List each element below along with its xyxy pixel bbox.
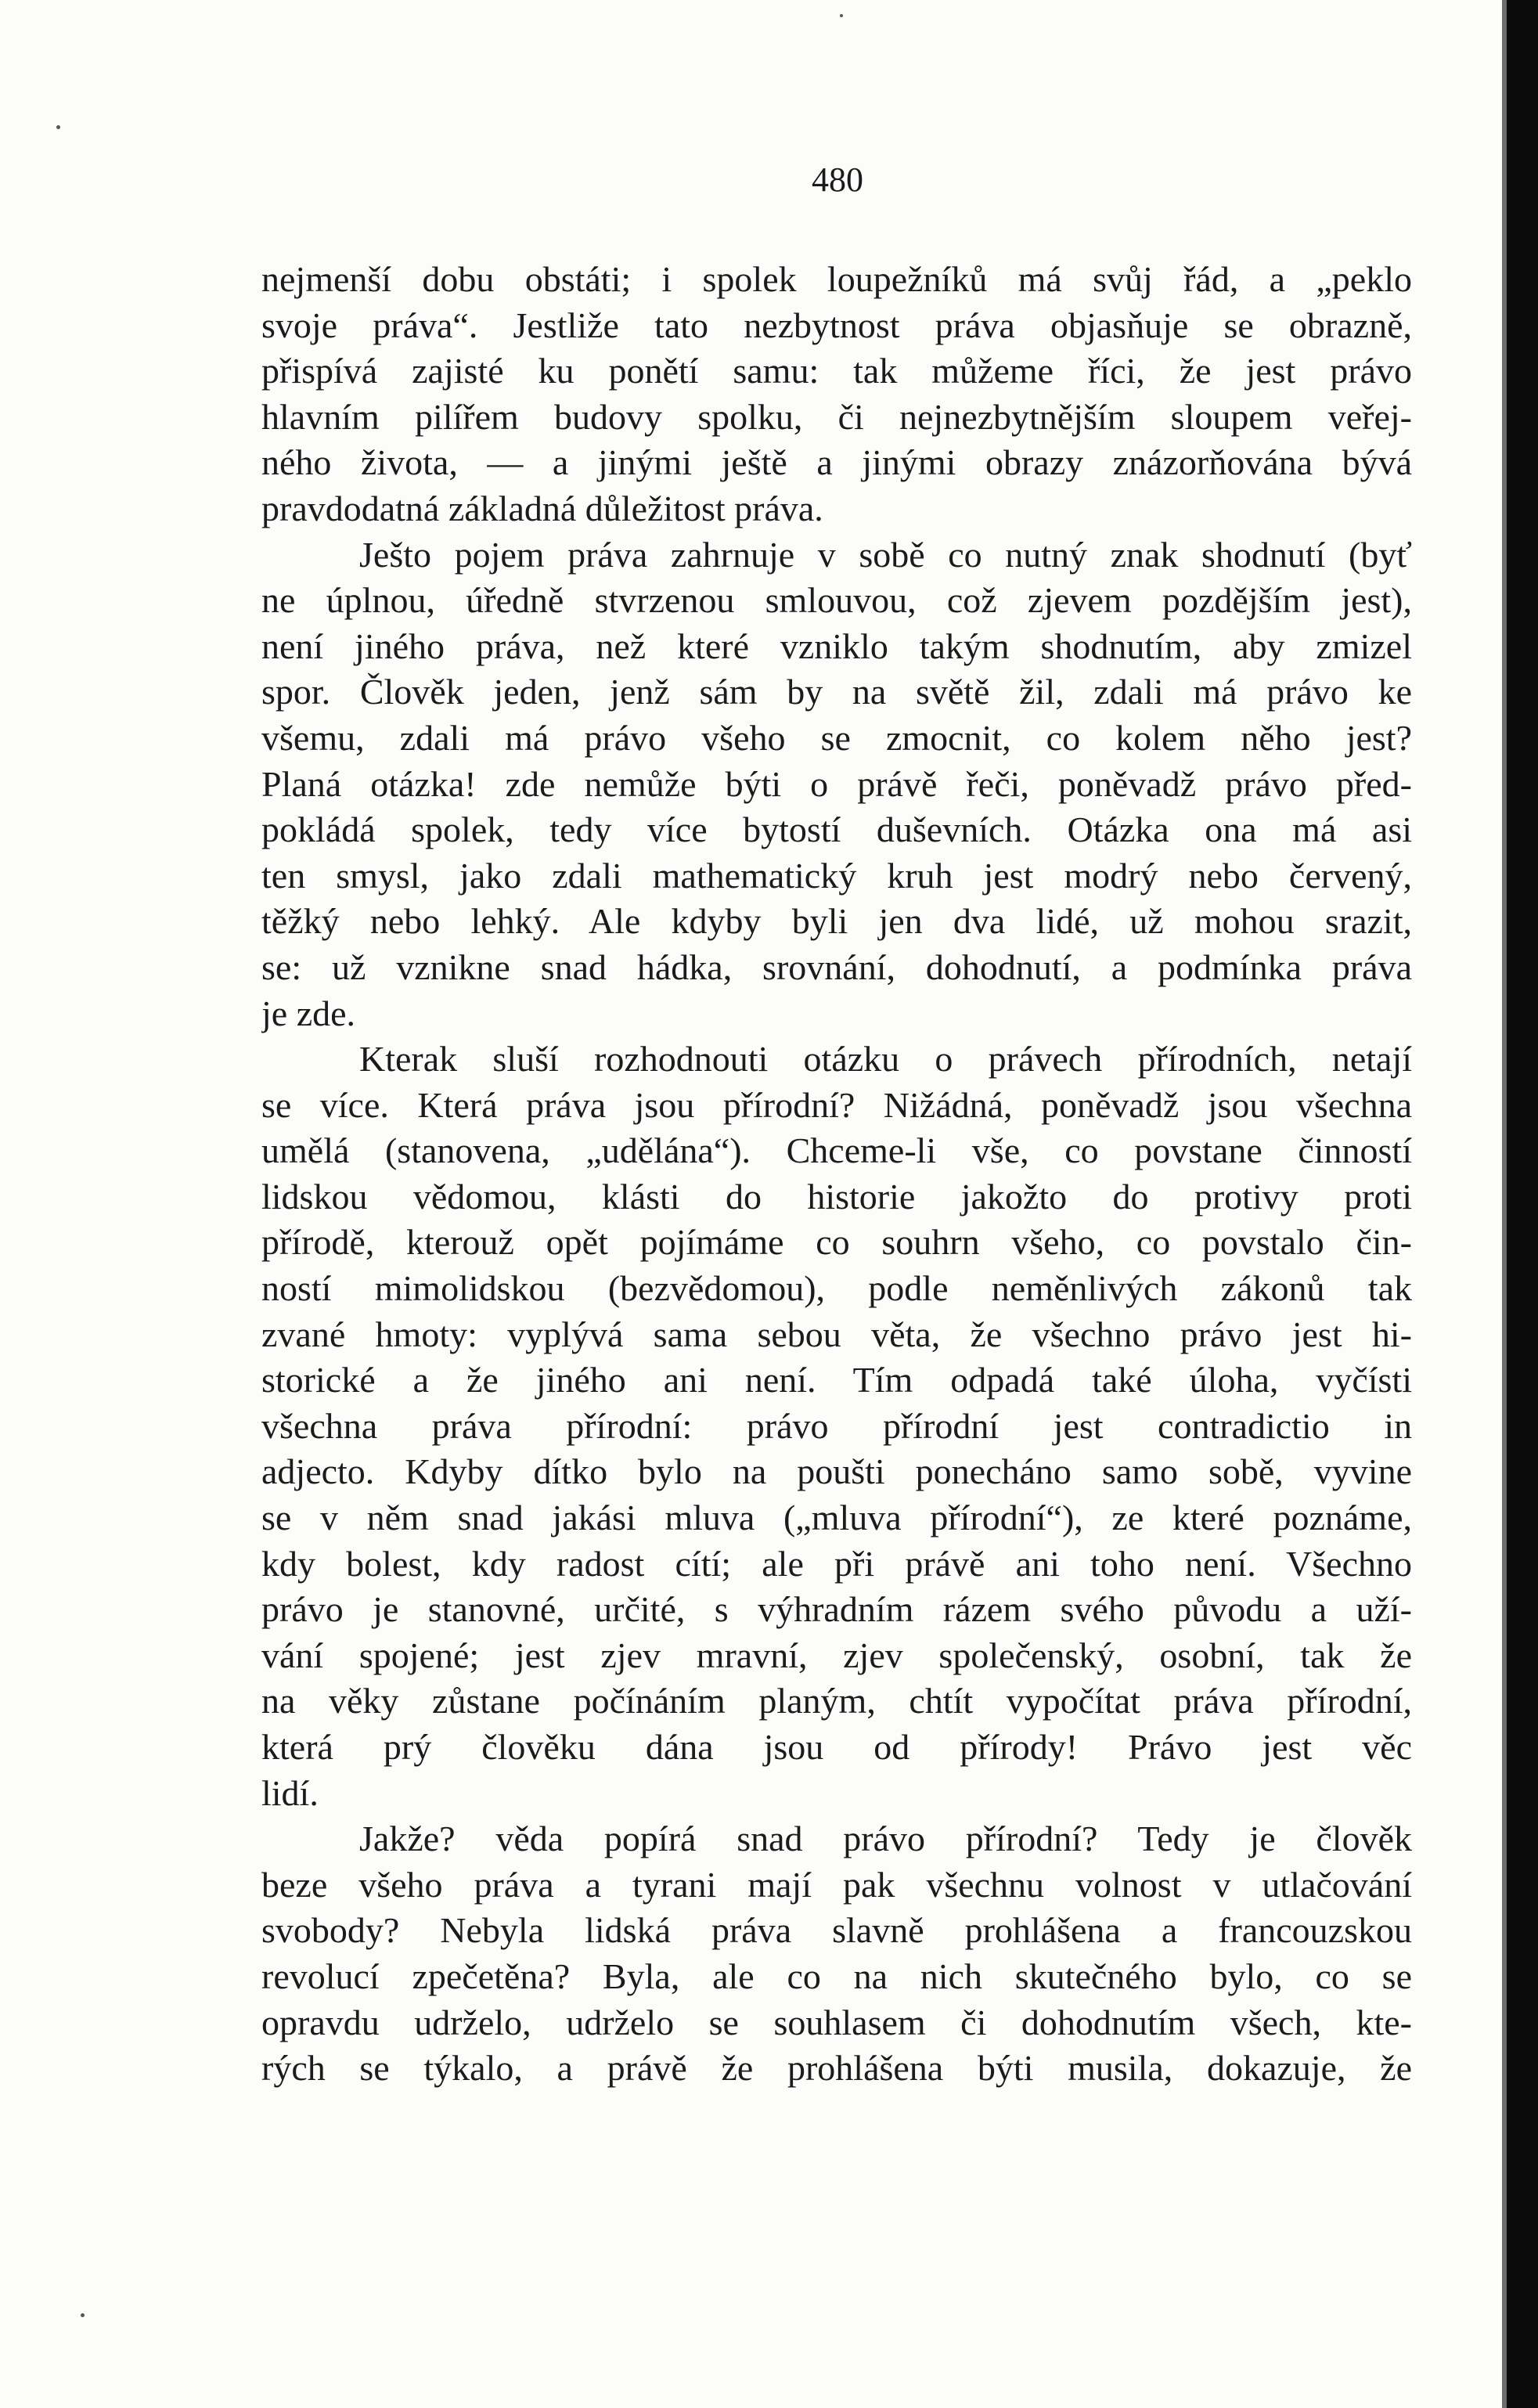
scan-speck xyxy=(56,125,60,129)
text-line: svobody? Nebyla lidská práva slavně prohlášena a francouzskou xyxy=(261,1910,1412,1951)
body-text xyxy=(261,257,1412,2092)
text-line: všemu, zdali má právo všeho se zmocnit, co kolem něho jest? xyxy=(261,717,1412,758)
text-line: není jiného práva, než které vzniklo takým shodnutím, aby zmizel xyxy=(261,625,1412,666)
text-line: Planá otázka! zde nemůže býti o právě řeči, poněvadž právo před- xyxy=(261,763,1412,804)
text-line: spor. Člověk jeden, jenž sám by na světě žil, zdali má právo ke xyxy=(261,672,1412,712)
paragraph-1 xyxy=(261,257,1412,532)
text-line: umělá (stanovena, „udělána“). Chceme-li vše, co povstane činností xyxy=(261,1130,1412,1171)
text-line: pravdodatná základná důležitost práva. xyxy=(261,488,823,528)
text-line: vání spojené; jest zjev mravní, zjev společenský, osobní, tak že xyxy=(261,1635,1412,1675)
text-line: storické a že jiného ani není. Tím odpadá také úloha, vyčísti xyxy=(261,1360,1412,1400)
text-line: přírodě, kterouž opět pojímáme co souhrn všeho, co povstalo čin- xyxy=(261,1222,1412,1263)
text-line: Kterak sluší rozhodnouti otázku o právech přírodních, netají xyxy=(359,1039,1412,1080)
paragraph-3 xyxy=(261,1036,1412,1816)
text-line: ného života, — a jinými ještě a jinými obrazy znázorňována bývá xyxy=(261,442,1412,483)
text-line: revolucí zpečetěna? Byla, ale co na nich skutečného bylo, co se xyxy=(261,1956,1412,1996)
text-line: adjecto. Kdyby dítko bylo na poušti ponecháno samo sobě, vyvine xyxy=(261,1451,1412,1492)
text-line: rých se týkalo, a právě že prohlášena býti musila, dokazuje, že xyxy=(261,2048,1412,2089)
text-line: Jakže? věda popírá snad právo přírodní? Tedy je člověk xyxy=(359,1819,1412,1859)
paragraph-2 xyxy=(261,532,1412,1037)
scan-speck xyxy=(840,14,843,17)
text-line: těžký nebo lehký. Ale kdyby byli jen dva lidé, už mohou srazit, xyxy=(261,901,1412,942)
text-line: hlavním pilířem budovy spolku, či nejnezbytnějším sloupem veřej- xyxy=(261,396,1412,437)
text-line: pokládá spolek, tedy více bytostí duševních. Otázka ona má asi xyxy=(261,809,1412,850)
text-line: přispívá zajisté ku ponětí samu: tak můžeme říci, že jest právo xyxy=(261,351,1412,391)
text-line: ností mimolidskou (bezvědomou), podle neměnlivých zákonů tak xyxy=(261,1268,1412,1309)
text-line: lidí. xyxy=(261,1772,319,1813)
scan-border xyxy=(1507,0,1538,2408)
text-line: se v něm snad jakási mluva („mluva přírodní“), ze které poznáme, xyxy=(261,1498,1412,1538)
text-line: všechna práva přírodní: právo přírodní jest contradictio in xyxy=(261,1405,1412,1446)
text-line: beze všeho práva a tyrani mají pak všechnu volnost v utlačování xyxy=(261,1864,1412,1905)
text-line: právo je stanovné, určité, s výhradním rázem svého původu a uží- xyxy=(261,1589,1412,1630)
text-line: ne úplnou, úředně stvrzenou smlouvou, což zjevem pozdějším jest), xyxy=(261,580,1412,621)
text-line: kdy bolest, kdy radost cítí; ale při právě ani toho není. Všechno xyxy=(261,1543,1412,1584)
text-line: je zde. xyxy=(261,993,356,1033)
text-line: zvané hmoty: vyplývá sama sebou věta, že všechno právo jest hi- xyxy=(261,1314,1412,1354)
text-line: lidskou vědomou, klásti do historie jakožto do protivy proti xyxy=(261,1176,1412,1217)
text-line: se více. Která práva jsou přírodní? Nižádná, poněvadž jsou všechna xyxy=(261,1084,1412,1125)
text-line: se: už vznikne snad hádka, srovnání, dohodnutí, a podmínka práva xyxy=(261,946,1412,987)
text-line: svoje práva“. Jestliže tato nezbytnost práva objasňuje se obrazně, xyxy=(261,305,1412,345)
paragraph-4 xyxy=(261,1816,1412,2092)
page-number: 480 xyxy=(812,160,863,199)
text-line: ten smysl, jako zdali mathematický kruh jest modrý nebo červený, xyxy=(261,855,1412,896)
text-line: na věky zůstane počínáním planým, chtít vypočítat práva přírodní, xyxy=(261,1681,1412,1721)
text-line: opravdu udrželo, udrželo se souhlasem či dohodnutím všech, kte- xyxy=(261,2002,1412,2042)
scan-speck xyxy=(81,2313,85,2317)
text-line: Ješto pojem práva zahrnuje v sobě co nutný znak shodnutí (byť xyxy=(359,534,1412,575)
text-line: která prý člověku dána jsou od přírody! Právo jest věc xyxy=(261,1727,1412,1767)
text-line: nejmenší dobu obstáti; i spolek loupežníků má svůj řád, a „peklo xyxy=(261,259,1412,299)
